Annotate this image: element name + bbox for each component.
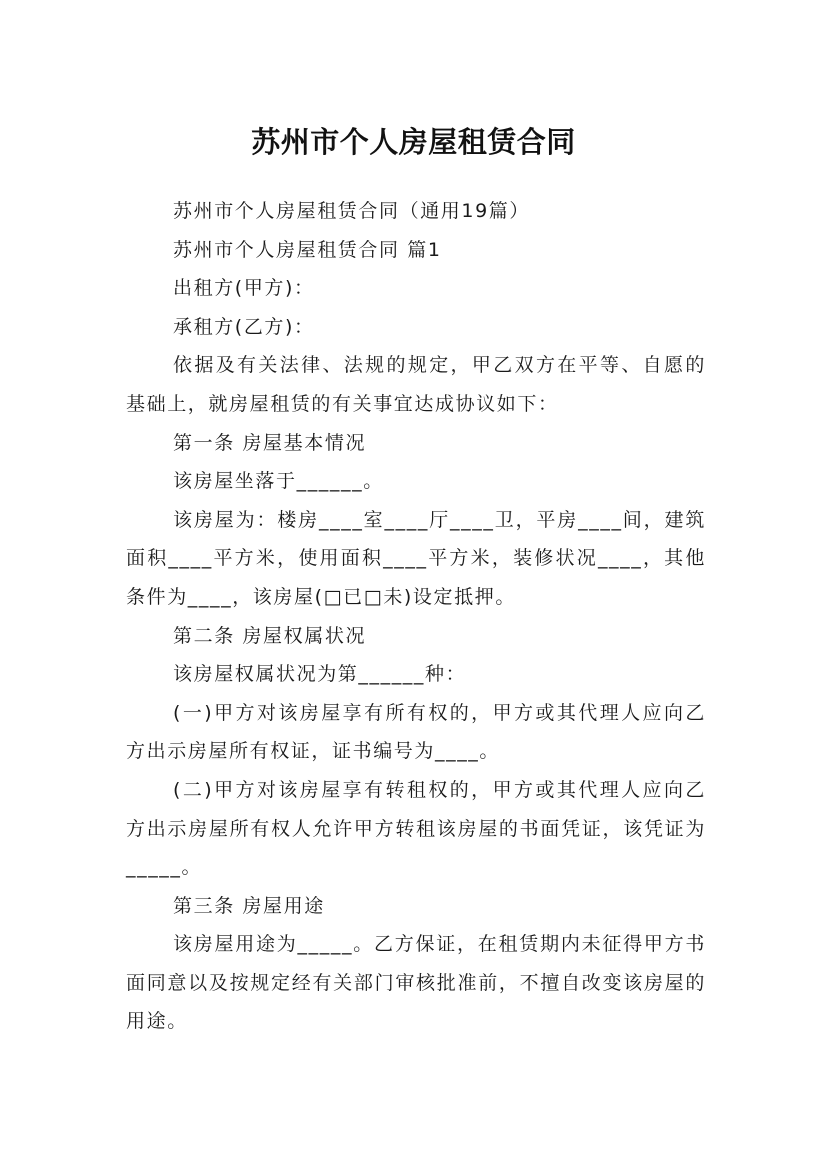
document-title: 苏州市个人房屋租赁合同 (251, 125, 576, 160)
paragraph-ownership-clause-2: (二)甲方对该房屋享有转租权的，甲方或其代理人应向乙方出示房屋所有权人允许甲方转租该房屋的书面凭证，该凭证为_____。 (126, 778, 706, 879)
paragraph-lessee: 承租方(乙方)： (173, 315, 315, 338)
paragraph-usage: 该房屋用途为_____。乙方保证，在租赁期内未征得甲方书面同意以及按规定经有关部门审核批准前，不擅自改变该房屋的用途。 (126, 933, 706, 1033)
paragraph-article-1-heading: 第一条 房屋基本情况 (173, 431, 367, 454)
paragraph-house-details: 该房屋为：楼房____室____厅____卫，平房____间，建筑面积____平方米，使用面积____平方米，装修状况____，其他条件为____，该房屋(□已□未)设定抵押。 (126, 508, 706, 608)
paragraph-ownership-type: 该房屋权属状况为第______种： (173, 663, 467, 686)
document-body (126, 192, 706, 1041)
paragraph-preamble: 依据及有关法律、法规的规定，甲乙双方在平等、自愿的基础上，就房屋租赁的有关事宜达成协议如下： (126, 354, 706, 415)
paragraph-ownership-clause-1: (一)甲方对该房屋享有所有权的，甲方或其代理人应向乙方出示房屋所有权证，证书编号为____。 (126, 701, 706, 763)
paragraph-subtitle: 苏州市个人房屋租赁合同（通用19篇） (173, 200, 530, 222)
paragraph-location: 该房屋坐落于______。 (173, 470, 384, 493)
paragraph-article-2-heading: 第二条 房屋权属状况 (173, 624, 367, 647)
paragraph-article-3-heading: 第三条 房屋用途 (173, 894, 325, 917)
paragraph-lessor: 出租方(甲方)： (173, 277, 315, 300)
paragraph-section-heading: 苏州市个人房屋租赁合同 篇1 (173, 238, 442, 261)
